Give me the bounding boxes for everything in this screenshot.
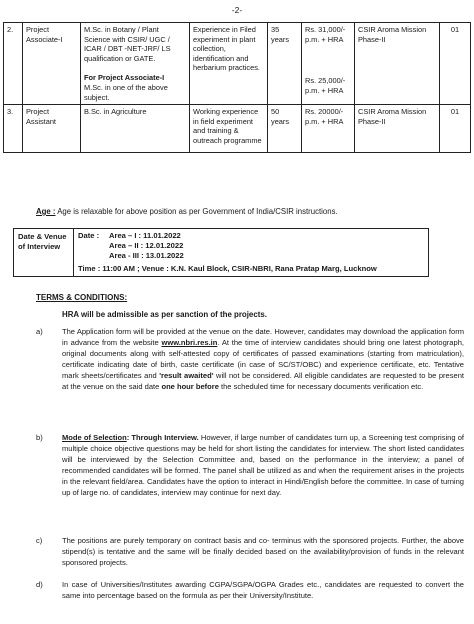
venue-details	[74, 229, 429, 277]
term-d	[36, 579, 464, 601]
qualification	[81, 23, 190, 105]
project-name: CSIR Aroma Mission Phase-II	[355, 105, 440, 152]
qualification-sub: M.Sc. in one of the above subject.	[84, 82, 168, 102]
table-row	[4, 105, 471, 152]
term-c-text: The positions are purely temporary on contract basis and co- terminus with the sponsored projects. Further, the above stipend(s) is tentative and the same will be finally decided based on the availability/provision of funds in the relevant sponsored projects.	[62, 536, 464, 567]
area-3: Area - III : 13.01.2022	[109, 251, 184, 260]
sl-no: 3.	[4, 105, 23, 152]
date-label: Date :	[78, 231, 100, 240]
term-d-label: d)	[36, 580, 43, 589]
time-venue: Time : 11:00 AM ; Venue : K.N. Kaul Block, CSIR-NBRI, Rana Pratap Marg, Lucknow	[78, 264, 377, 273]
hra-line: HRA will be admissible as per sanction of the projects.	[62, 310, 267, 319]
term-a-label: a)	[36, 327, 43, 336]
qualification: B.Sc. in Agriculture	[81, 105, 190, 152]
term-d-text: In case of Universities/Institutes awarding CGPA/SGPA/OGPA Grades etc., candidates are requested to convert the same into percentage based on the formula as per their University/Institute.	[62, 580, 464, 600]
venue-table	[13, 228, 429, 277]
post-count: 01	[440, 105, 471, 152]
salary-main: Rs. 31,000/- p.m. + HRA	[305, 25, 346, 44]
salary-sub: Rs. 25,000/- p.m. + HRA	[305, 76, 346, 95]
area-1: Area – I : 11.01.2022	[109, 231, 181, 240]
age-note	[36, 207, 338, 216]
venue-label: Date & Venue of Interview	[14, 229, 74, 277]
project-name: CSIR Aroma Mission Phase-II	[355, 23, 440, 105]
post-name: Project Associate-I	[23, 23, 81, 105]
age-limit: 50 years	[268, 105, 302, 152]
area-2: Area – II : 12.01.2022	[109, 241, 184, 250]
post-count: 01	[440, 23, 471, 105]
age-text: Age is relaxable for above position as per Government of India/CSIR instructions.	[55, 207, 338, 216]
terms-heading: TERMS & CONDITIONS:	[36, 293, 128, 302]
salary: Rs. 20000/- p.m. + HRA	[302, 105, 355, 152]
mode-of-selection: Mode of Selection	[62, 433, 127, 442]
term-b-label: b)	[36, 433, 43, 442]
experience: Working experience in field experiment and training & outreach programme	[190, 105, 268, 152]
age-label: Age :	[36, 207, 56, 216]
term-a	[36, 326, 464, 392]
term-b	[36, 432, 464, 498]
term-b-text: Mode of Selection: Through Interview. However, if large number of candidates turn up, a Screening test comprising of multiple choice objective questions may be held for short listing the candidates for interview. The short listed candidates will be interviewed by the Selection Committee and, based on the performance in the interview; a panel of recommended candidates will be formed. The panel shall be utilized as and when the requirement arises in the projects in the relevant field/area. Candidates have the option to interact in Hindi/English before the committee. In case of turning up of large no. of candidates, interview may continue for next day.	[62, 433, 465, 497]
experience: Experience in Filed experiment in plant collection, identification and herbarium practices.	[190, 23, 268, 105]
page-number: -2-	[231, 5, 243, 15]
term-a-text: The Application form will be provided at the venue on the date. However, candidates may download the application form in advance from the website www.nbri.res.in. At the time of interview candidates should bring one latest photograph, original documents along with self-attested copy of certificates of passed examinations (starting from matriculation), certificate indicating date of birth, caste certificate (in case of SC/ST/OBC) and experience certificate, etc. Tentative mark sheets/certificates and 'result awaited' will not be considered. All eligible candidates are requested to be present at the venue on the said date one hour before the scheduled time for necessary documents verification etc.	[62, 327, 464, 391]
term-c	[36, 535, 464, 568]
post-name: Project Assistant	[23, 105, 81, 152]
website-link: www.nbri.res.in	[161, 338, 218, 347]
salary	[302, 23, 355, 105]
age-limit: 35 years	[268, 23, 302, 105]
term-c-label: c)	[36, 536, 43, 545]
table-row	[14, 229, 429, 277]
qualification-sub-heading: For Project Associate-I	[84, 73, 165, 83]
posts-table	[3, 22, 471, 153]
table-row	[4, 23, 471, 105]
qualification-main: M.Sc. in Botany / Plant Science with CSIR/ UGC / ICAR / DBT -NET-JRF/ LS qualification or GATE.	[84, 25, 171, 63]
sl-no: 2.	[4, 23, 23, 105]
